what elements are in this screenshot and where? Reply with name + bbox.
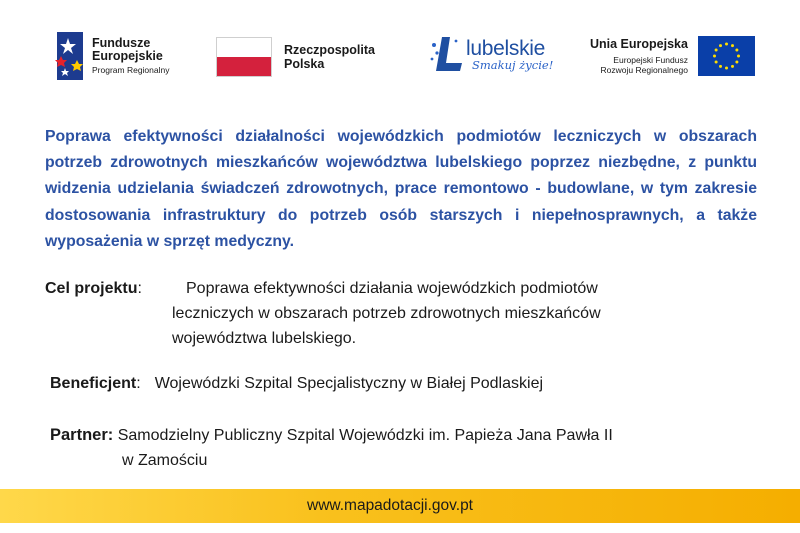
eu-star-icon <box>731 65 734 68</box>
lubelskie-slogan: Smakuj życie! <box>472 58 554 73</box>
cel-projektu-separator: : <box>137 280 142 297</box>
footer-url: www.mapadotacji.gov.pt <box>307 497 473 514</box>
cel-projektu-label-row <box>45 276 142 301</box>
logo-strip <box>0 28 800 84</box>
footer-bar <box>0 489 800 523</box>
eu-star-icon <box>735 49 738 52</box>
fundusze-europejskie-logo <box>55 30 169 82</box>
eu-star-icon <box>731 44 734 47</box>
eu-flag-icon <box>698 36 755 76</box>
lubelskie-l-icon <box>428 33 464 77</box>
cel-projektu-line3: województwa lubelskiego. <box>172 330 357 347</box>
partner-value-line2: w Zamościu <box>122 452 208 469</box>
beneficjent-row <box>50 371 543 396</box>
beneficjent-separator: : <box>136 375 141 392</box>
fundusze-line3: Program Regionalny <box>92 65 170 76</box>
beneficjent-value: Wojewódzki Szpital Specjalistyczny w Białej Podlaskiej <box>154 375 544 392</box>
unia-line1: Unia Europejska <box>590 36 688 51</box>
cel-projektu-label: Cel projektu <box>45 280 138 297</box>
eu-star-icon <box>725 43 728 46</box>
beneficjent-label: Beneficjent <box>50 375 137 392</box>
polish-flag-icon <box>216 37 272 77</box>
fundusze-line1: Fundusze <box>92 35 151 50</box>
fundusze-europejskie-star-icon <box>55 30 85 82</box>
eu-star-icon <box>737 55 740 58</box>
lubelskie-name: lubelskie <box>466 37 546 61</box>
eu-star-icon <box>719 44 722 47</box>
cel-projektu-line1: Poprawa efektywności działania wojewódzkich podmiotów <box>186 280 598 297</box>
rzeczpospolita-line1: Rzeczpospolita <box>284 42 375 57</box>
eu-star-icon <box>713 55 716 58</box>
cel-projektu-value <box>172 276 662 351</box>
rzeczpospolita-line2: Polska <box>284 57 325 71</box>
lubelskie-logo <box>428 33 553 77</box>
fundusze-line2: Europejskie <box>92 49 163 64</box>
partner-row <box>50 423 613 473</box>
eu-star-icon <box>715 61 718 64</box>
cel-projektu-line2: leczniczych w obszarach potrzeb zdrowotnych mieszkańców <box>172 305 601 322</box>
eu-star-icon <box>715 49 718 52</box>
project-title-heading: Poprawa efektywności działalności wojewódzkich podmiotów leczniczych w obszarach potrzeb zdrowotnych mieszkańców województwa lubelskiego poprzez niezbędne, z punktu widzenia udzielania świadczeń zdrowotnych, prace remontowo - budowlane, w tym zakresie dostosowania infrastruktury do potrzeb osób starszych i niepełnosprawnych, a także wyposażenia w sprzęt medyczny. <box>45 128 757 250</box>
rzeczpospolita-logo <box>216 37 375 77</box>
unia-line2: Europejski Fundusz <box>613 54 688 65</box>
partner-value-line1: Samodzielny Publiczny Szpital Wojewódzki im. Papieża Jana Pawła II <box>117 427 613 444</box>
eu-star-icon <box>735 61 738 64</box>
partner-label: Partner: <box>50 426 114 444</box>
unia-line3: Rozwoju Regionalnego <box>600 65 688 75</box>
eu-star-icon <box>719 65 722 68</box>
unia-europejska-logo <box>590 36 755 76</box>
eu-star-icon <box>725 67 728 70</box>
